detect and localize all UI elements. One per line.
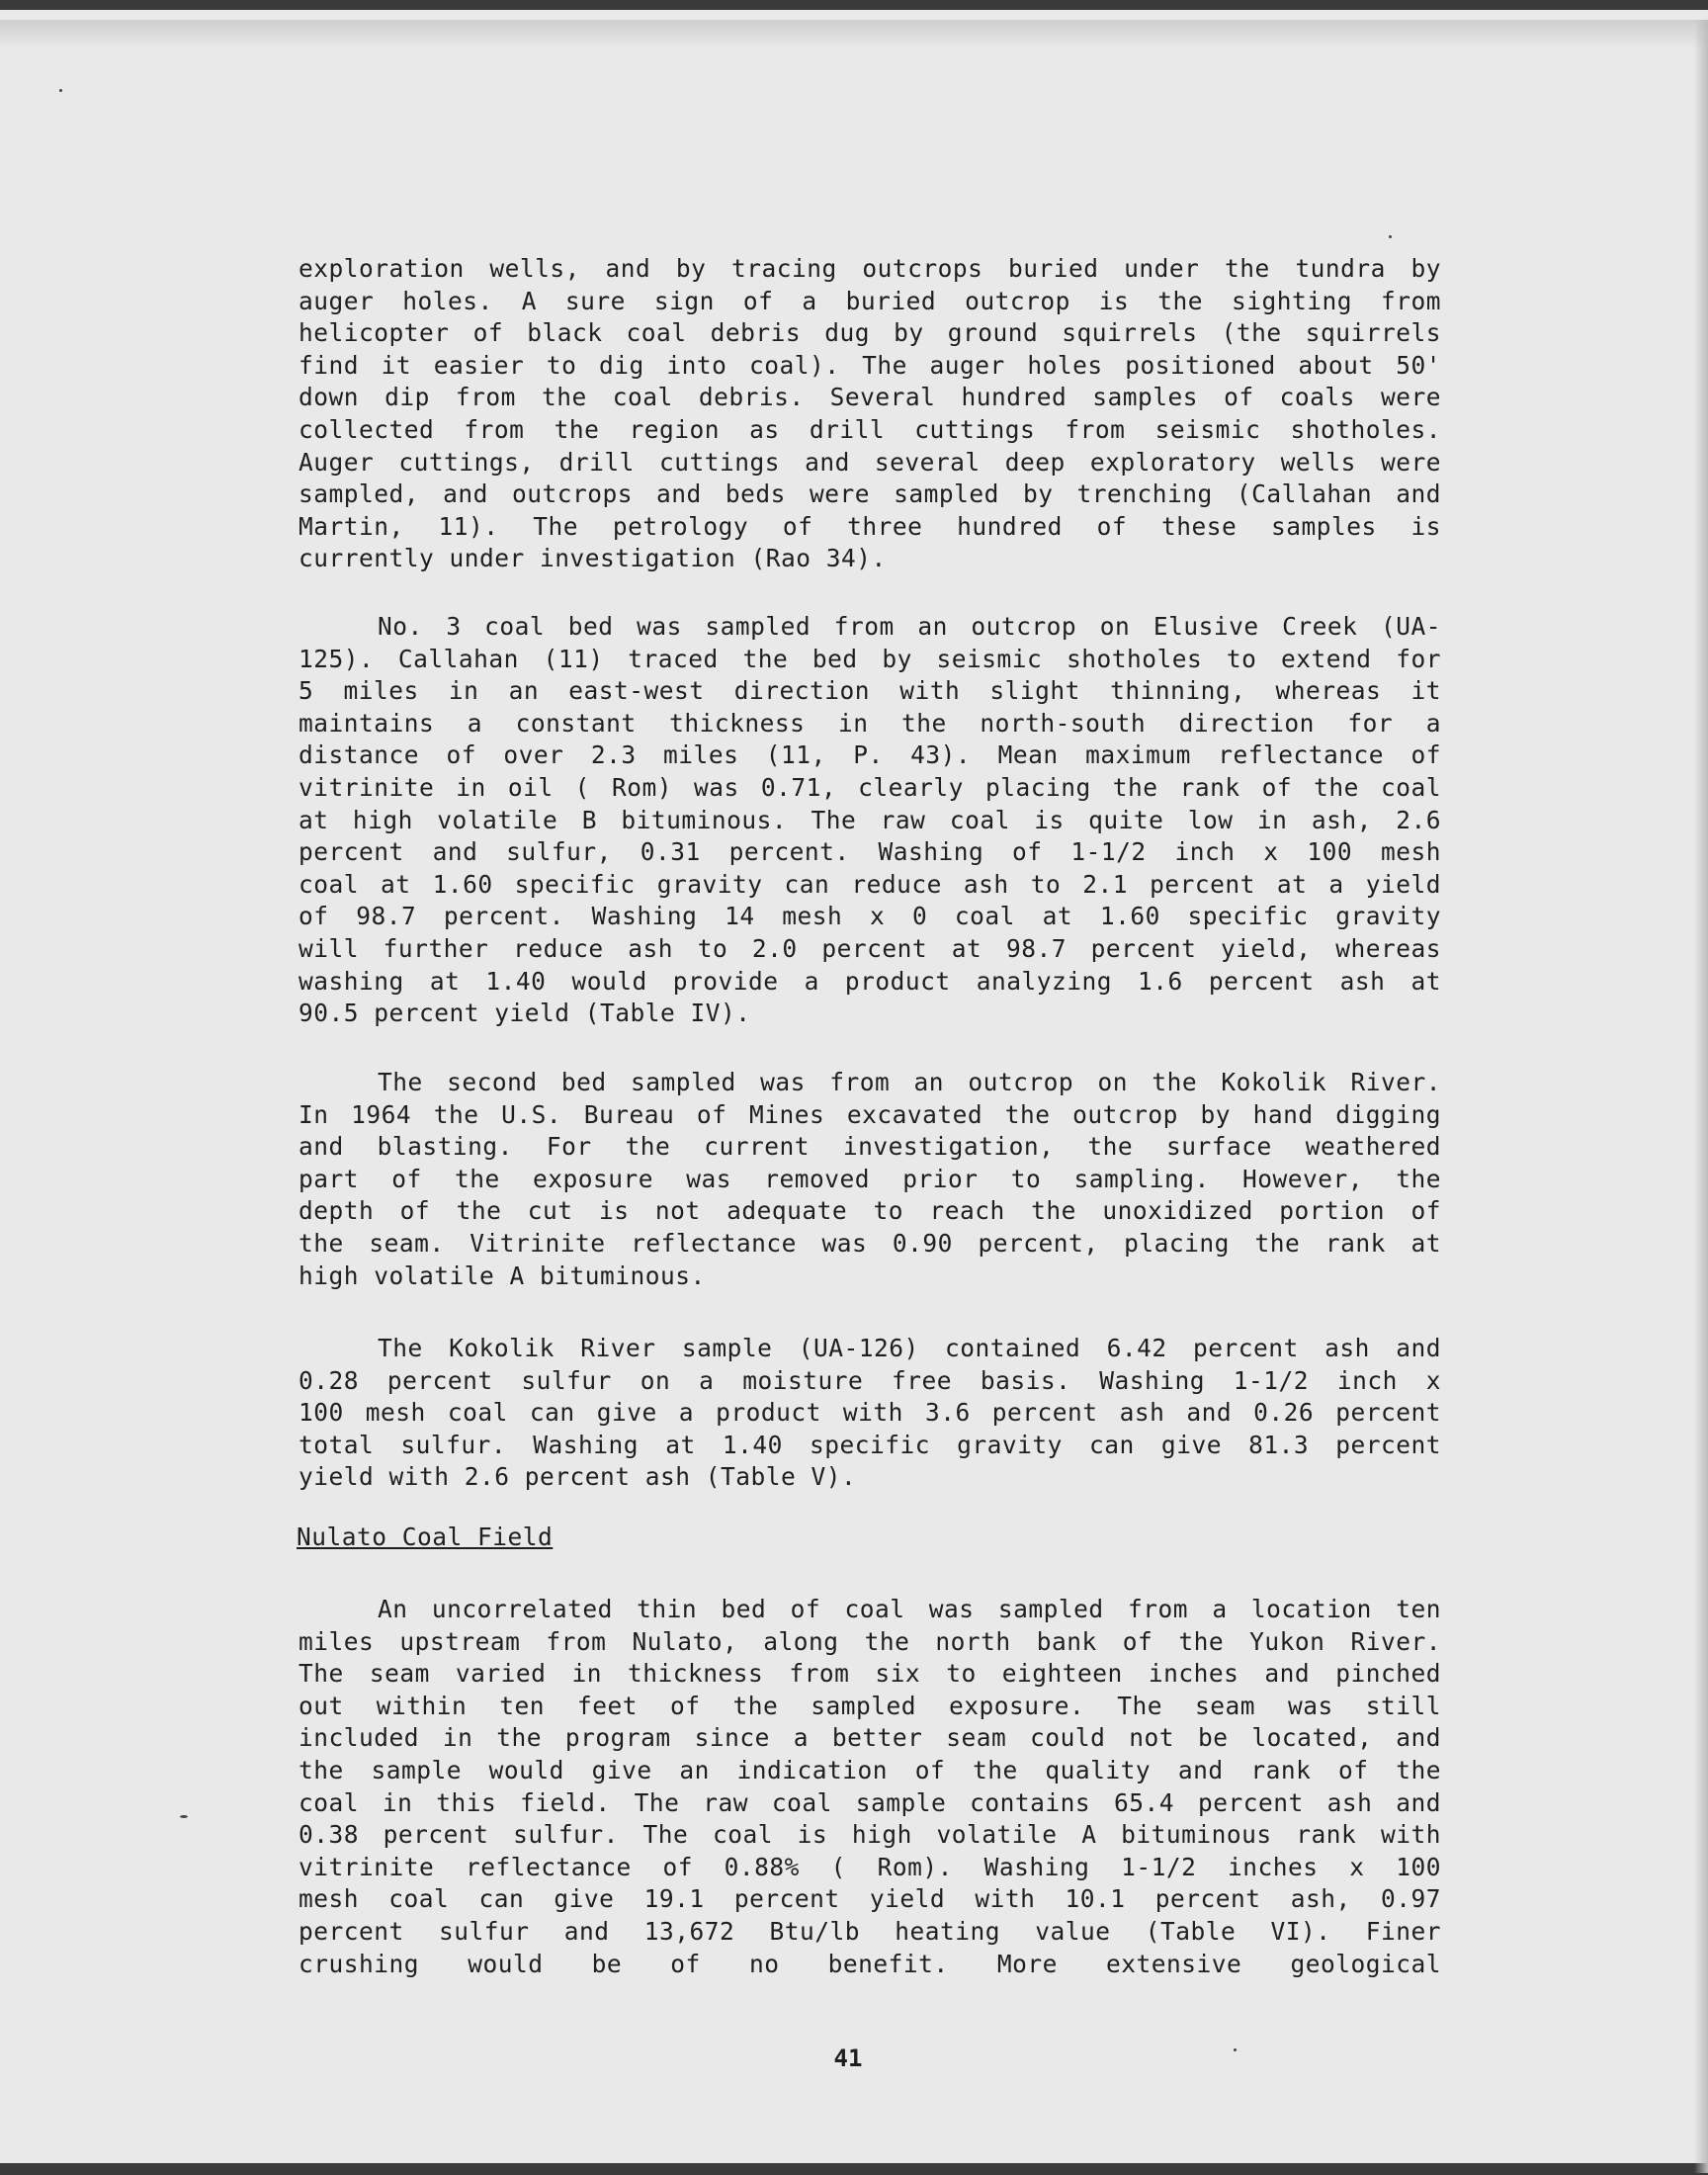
text-line: and blasting. For the current investigation, the surface weathered	[299, 1132, 1441, 1162]
text-line: coal at 1.60 specific gravity can reduce ash to 2.1 percent at a yield	[299, 869, 1441, 899]
text-line: out within ten feet of the sampled exposure. The seam was still	[299, 1691, 1441, 1720]
text-line: 5 miles in an east-west direction with slight thinning, whereas it	[299, 676, 1441, 706]
text-line: crushing would be of no benefit. More extensive geological	[299, 1949, 1441, 1978]
text-line: at high volatile B bituminous. The raw coal is quite low in ash, 2.6	[299, 805, 1441, 834]
text-line: Auger cuttings, drill cuttings and several deep exploratory wells were	[299, 447, 1441, 477]
scan-right-edge	[1694, 20, 1708, 2173]
text-line: yield with 2.6 percent ash (Table V).	[299, 1462, 857, 1492]
text-line: high volatile A bituminous.	[299, 1261, 706, 1290]
text-line: In 1964 the U.S. Bureau of Mines excavated the outcrop by hand digging	[299, 1099, 1441, 1129]
text-line: washing at 1.40 would provide a product analyzing 1.6 percent ash at	[299, 966, 1441, 996]
text-line: distance of over 2.3 miles (11, P. 43). Mean maximum reflectance of	[299, 740, 1441, 770]
paragraph-4	[299, 1333, 1441, 1494]
text-line: helicopter of black coal debris dug by ground squirrels (the squirrels	[299, 318, 1441, 348]
text-line: maintains a constant thickness in the north-south direction for a	[299, 708, 1441, 738]
text-line: part of the exposure was removed prior to sampling. However, the	[299, 1164, 1441, 1193]
text-line: collected from the region as drill cuttings from seismic shotholes.	[299, 414, 1441, 444]
paragraph-3	[299, 1067, 1441, 1292]
text-line: total sulfur. Washing at 1.40 specific gravity can give 81.3 percent	[299, 1430, 1441, 1459]
text-line: miles upstream from Nulato, along the north bank of the Yukon River.	[299, 1626, 1441, 1656]
text-line: of 98.7 percent. Washing 14 mesh x 0 coal at 1.60 specific gravity	[299, 902, 1441, 931]
text-line: percent and sulfur, 0.31 percent. Washing of 1-1/2 inch x 100 mesh	[299, 837, 1441, 867]
text-line: down dip from the coal debris. Several hundred samples of coals were	[299, 383, 1441, 412]
text-line: Martin, 11). The petrology of three hundred of these samples is	[299, 511, 1441, 541]
paragraph-2	[299, 611, 1441, 1030]
text-line: depth of the cut is not adequate to reach the unoxidized portion of	[299, 1196, 1441, 1226]
text-line: No. 3 coal bed was sampled from an outcrop on Elusive Creek (UA-	[378, 612, 1441, 641]
text-line: will further reduce ash to 2.0 percent at 98.7 percent yield, whereas	[299, 933, 1441, 963]
text-line: 90.5 percent yield (Table IV).	[299, 999, 751, 1028]
text-line: 125). Callahan (11) traced the bed by seismic shotholes to extend for	[299, 644, 1441, 673]
text-line: The second bed sampled was from an outcrop on the Kokolik River.	[378, 1068, 1441, 1096]
text-line: 0.38 percent sulfur. The coal is high volatile A bituminous rank with	[299, 1820, 1441, 1850]
text-line: vitrinite in oil ( Rom) was 0.71, clearly placing the rank of the coal	[299, 772, 1441, 802]
scan-edge-shadow	[0, 20, 1708, 49]
text-line: the seam. Vitrinite reflectance was 0.90 percent, placing the rank at	[299, 1228, 1441, 1258]
paragraph-1	[299, 253, 1441, 575]
section-heading: Nulato Coal Field	[297, 1522, 554, 1551]
text-line: sampled, and outcrops and beds were sampled by trenching (Callahan and	[299, 479, 1441, 509]
scan-speck	[1389, 235, 1392, 238]
text-line: percent sulfur and 13,672 Btu/lb heating value (Table VI). Finer	[299, 1916, 1441, 1946]
text-line: The seam varied in thickness from six to eighteen inches and pinched	[299, 1659, 1441, 1689]
text-line: find it easier to dig into coal). The auger holes positioned about 50'	[299, 350, 1441, 380]
text-line: exploration wells, and by tracing outcrops buried under the tundra by	[299, 254, 1441, 283]
scan-speck	[180, 1815, 188, 1818]
text-line: coal in this field. The raw coal sample contains 65.4 percent ash and	[299, 1787, 1441, 1817]
scan-speck	[59, 89, 62, 92]
scan-speck	[1234, 2048, 1237, 2051]
text-line: 0.28 percent sulfur on a moisture free basis. Washing 1-1/2 inch x	[299, 1365, 1441, 1395]
paragraph-5	[299, 1594, 1441, 1980]
text-line: included in the program since a better seam could not be located, and	[299, 1723, 1441, 1753]
text-line: The Kokolik River sample (UA-126) contained 6.42 percent ash and	[378, 1334, 1441, 1362]
text-line: currently under investigation (Rao 34).	[299, 544, 887, 573]
text-line: mesh coal can give 19.1 percent yield with 10.1 percent ash, 0.97	[299, 1884, 1441, 1914]
text-line: vitrinite reflectance of 0.88% ( Rom). Washing 1-1/2 inches x 100	[299, 1852, 1441, 1881]
text-line: the sample would give an indication of the quality and rank of the	[299, 1755, 1441, 1784]
text-line: auger holes. A sure sign of a buried outcrop is the sighting from	[299, 286, 1441, 315]
page-number: 41	[833, 2044, 863, 2072]
text-line: 100 mesh coal can give a product with 3.6 percent ash and 0.26 percent	[299, 1398, 1441, 1428]
text-line: An uncorrelated thin bed of coal was sampled from a location ten	[378, 1595, 1441, 1623]
